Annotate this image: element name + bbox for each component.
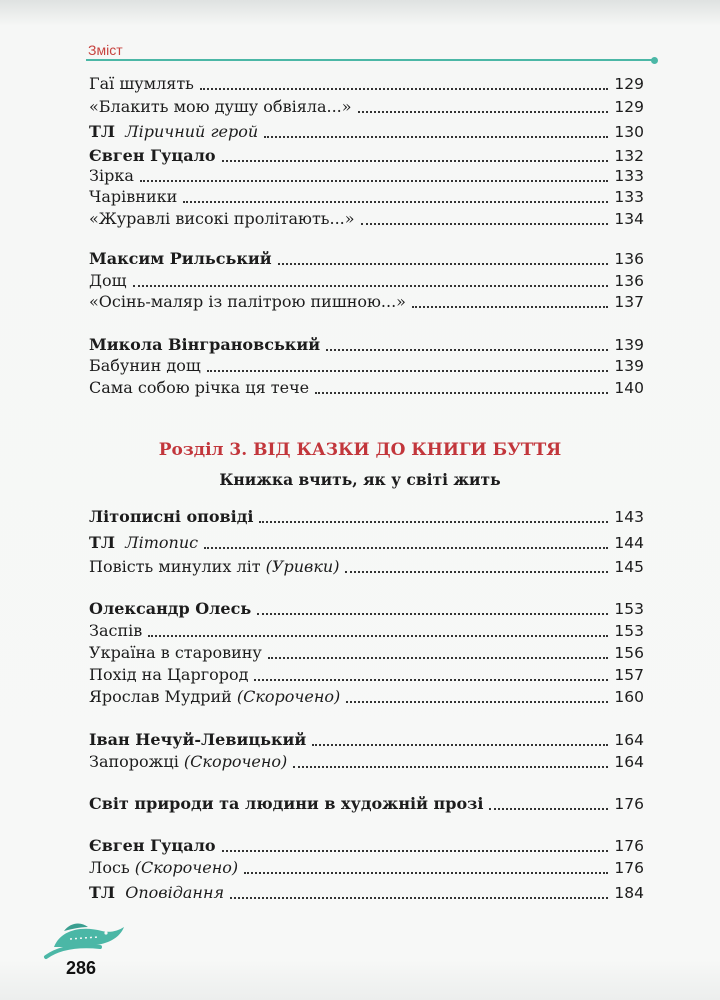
entry-title: Зірка — [89, 166, 134, 185]
leader-dots — [358, 111, 609, 113]
entry-title: «Блакить мою душу обвіяла...» — [89, 97, 352, 116]
entry-note: (Скорочено) — [183, 752, 288, 771]
page-number: 133 — [614, 167, 644, 185]
page-number: 133 — [614, 188, 644, 206]
leader-dots — [312, 744, 608, 746]
leader-dots — [222, 160, 609, 162]
toc-entry[interactable] — [89, 663, 644, 685]
leader-dots — [257, 613, 608, 615]
toc-entry[interactable] — [89, 290, 644, 312]
leader-dots — [254, 679, 608, 681]
entry-title: Похід на Царгород — [89, 665, 249, 684]
toc-entry[interactable] — [89, 354, 644, 376]
page-number: 137 — [614, 293, 644, 311]
page-number: 139 — [614, 357, 644, 375]
leader-dots — [140, 180, 609, 182]
entry-title: Лось — [89, 858, 130, 877]
toc-entry[interactable] — [89, 333, 644, 355]
page-number: 134 — [614, 210, 644, 228]
toc-entry[interactable] — [89, 269, 644, 291]
author-name: Євген Гуцало — [89, 836, 216, 855]
page-number: 156 — [614, 644, 644, 662]
leader-dots — [361, 223, 609, 225]
leader-dots — [315, 392, 608, 394]
toc-entry[interactable] — [89, 834, 644, 856]
entry-title: Сама собою річка ця тече — [89, 378, 310, 397]
author-name: Євген Гуцало — [89, 146, 216, 165]
theory-label: ТЛ — [89, 533, 116, 552]
entry-title: Оповідання — [125, 883, 225, 902]
entry-title: Запорожці — [89, 752, 179, 771]
entry-title: «Журавлі високі пролітають...» — [89, 209, 355, 228]
header-section-label: Зміст — [88, 42, 123, 58]
bird-logo-icon — [40, 917, 130, 963]
leader-dots — [230, 897, 608, 899]
entry-title: Чарівники — [89, 187, 178, 206]
page-number: 176 — [614, 795, 644, 813]
leader-dots — [222, 850, 609, 852]
toc-entry[interactable] — [89, 531, 644, 553]
toc-entry[interactable] — [89, 376, 644, 398]
header-rule — [86, 59, 654, 61]
page-number: 153 — [614, 622, 644, 640]
leader-dots — [278, 263, 609, 265]
leader-dots — [293, 766, 608, 768]
entry-title: Повість минулих літ — [89, 557, 261, 576]
leader-dots — [259, 521, 608, 523]
entry-title: Літопис — [125, 533, 199, 552]
leader-dots — [346, 701, 608, 703]
section-title: Світ природи та людини в художній прозі — [89, 794, 484, 813]
toc-entry[interactable] — [89, 685, 644, 707]
toc-entry[interactable] — [89, 881, 644, 903]
page-number: 129 — [614, 98, 644, 116]
page-number: 164 — [614, 731, 644, 749]
page-number: 140 — [614, 379, 644, 397]
page-number: 139 — [614, 336, 644, 354]
entry-title: Ярослав Мудрий — [89, 687, 232, 706]
toc-entry[interactable] — [89, 597, 644, 619]
leader-dots — [204, 547, 608, 549]
chapter-subtitle: Книжка вчить, як у світі жить — [219, 470, 501, 489]
toc-entry[interactable] — [89, 641, 644, 663]
page-number: 176 — [614, 837, 644, 855]
toc-entry[interactable] — [89, 95, 644, 117]
toc-entry[interactable] — [89, 792, 644, 814]
toc-entry[interactable] — [89, 185, 644, 207]
author-name: Максим Рильський — [89, 249, 272, 268]
author-name: Олександр Олесь — [89, 599, 252, 618]
page-number: 132 — [614, 147, 644, 165]
leader-dots — [148, 635, 608, 637]
toc-entry[interactable] — [89, 619, 644, 641]
leader-dots — [412, 306, 608, 308]
author-name: Микола Вінграновський — [89, 335, 321, 354]
entry-title: «Осінь-маляр із палітрою пишною...» — [89, 292, 406, 311]
theory-label: ТЛ — [89, 883, 116, 902]
toc-entry[interactable] — [89, 728, 644, 750]
leader-dots — [183, 201, 608, 203]
entry-title: Україна в старовину — [89, 643, 262, 662]
toc-entry[interactable] — [89, 856, 644, 878]
leader-dots — [133, 285, 609, 287]
toc-entry[interactable] — [89, 72, 644, 94]
entry-title: Ліричний герой — [125, 122, 259, 141]
toc-entry[interactable] — [89, 144, 644, 166]
toc-entry[interactable] — [89, 555, 644, 577]
entry-title: Гаї шумлять — [89, 74, 194, 93]
page-number: 129 — [614, 75, 644, 93]
toc-entry[interactable] — [89, 505, 644, 527]
author-name: Літописні оповіді — [89, 507, 254, 526]
toc-entry[interactable] — [89, 120, 644, 142]
toc-entry[interactable] — [89, 164, 644, 186]
page-number: 130 — [614, 123, 644, 141]
page-number: 144 — [614, 534, 644, 552]
leader-dots — [489, 808, 608, 810]
entry-title: Дощ — [89, 271, 127, 290]
entry-note: (Скорочено) — [236, 687, 341, 706]
entry-note: (Уривки) — [265, 557, 340, 576]
toc-entry[interactable] — [89, 247, 644, 269]
page-number: 164 — [614, 753, 644, 771]
toc-entry[interactable] — [89, 207, 644, 229]
page-number: 153 — [614, 600, 644, 618]
page-number-footer: 286 — [66, 958, 97, 978]
theory-label: ТЛ — [89, 122, 116, 141]
page-number: 145 — [614, 558, 644, 576]
page-number: 176 — [614, 859, 644, 877]
page-number: 143 — [614, 508, 644, 526]
leader-dots — [264, 136, 608, 138]
chapter-title: Розділ 3. ВІД КАЗКИ ДО КНИГИ БУТТЯ — [158, 440, 562, 460]
entry-title: Бабунин дощ — [89, 356, 201, 375]
leader-dots — [207, 370, 609, 372]
toc-entry[interactable] — [89, 750, 644, 772]
page-number: 136 — [614, 250, 644, 268]
page-number: 184 — [614, 884, 644, 902]
leader-dots — [200, 88, 609, 90]
entry-note: (Скорочено) — [134, 858, 239, 877]
page-number: 157 — [614, 666, 644, 684]
page-number: 160 — [614, 688, 644, 706]
leader-dots — [268, 657, 609, 659]
entry-title: Заспів — [89, 621, 143, 640]
page-number: 136 — [614, 272, 644, 290]
leader-dots — [244, 872, 608, 874]
leader-dots — [345, 571, 608, 573]
leader-dots — [326, 349, 608, 351]
author-name: Іван Нечуй-Левицький — [89, 730, 307, 749]
